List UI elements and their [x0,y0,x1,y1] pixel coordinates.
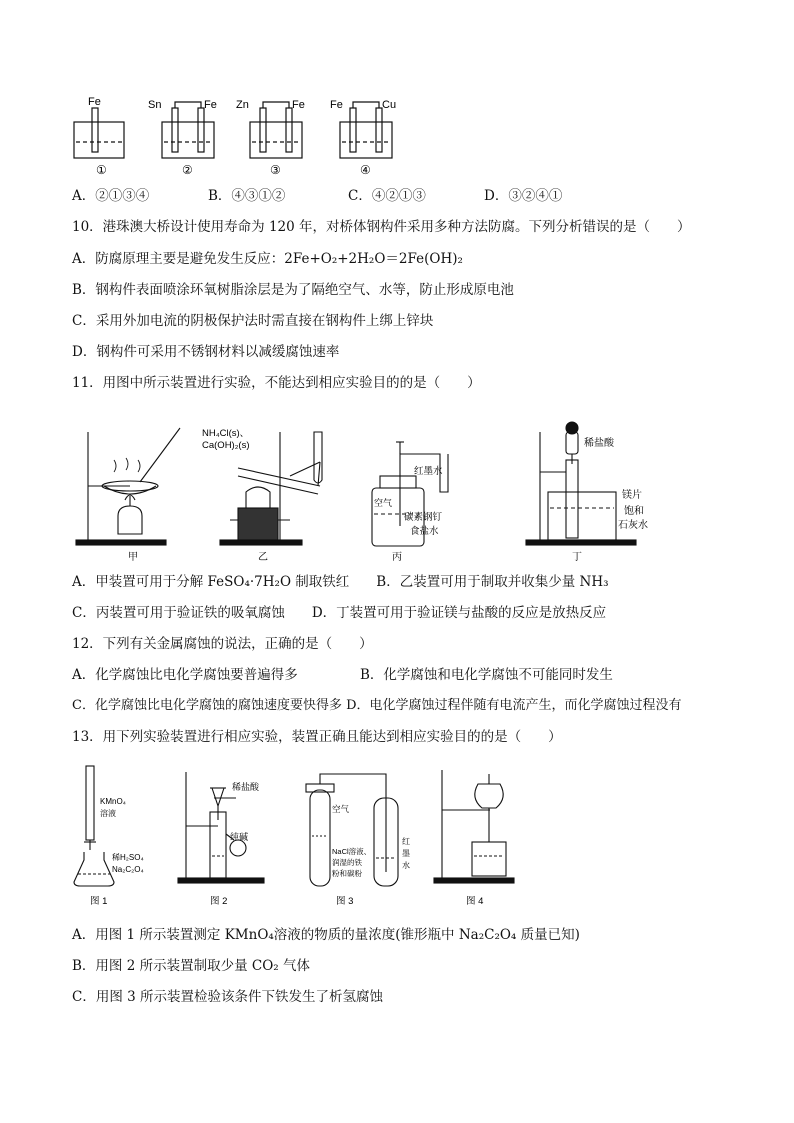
q11-fig-ding-label: 丁 [572,552,582,563]
q13-fig3-label: 图 3 [336,896,354,907]
q9-cell4-right: Cu [382,99,397,111]
q13-fig3-nacl2: 润湿的铁 [332,858,362,867]
q11-fig-bing-air: 空气 [374,498,393,508]
q13-fig3-nacl1: NaCl溶液、 [332,847,372,856]
q12-option-b[interactable]: B．化学腐蚀和电化学腐蚀不可能同时发生 [360,667,613,683]
q12-options-cd [72,697,682,715]
q11-fig-bing-label: 丙 [392,552,402,563]
q13-fig1-na2c2o4: Na₂C₂O₄ [112,865,144,874]
q10-option-a[interactable]: A．防腐原理主要是避免发生反应：2Fe+O₂+2H₂O＝2Fe(OH)₂ [72,251,463,267]
q12-stem: 12．下列有关金属腐蚀的说法，正确的是（ ） [72,636,373,652]
q12-option-c[interactable]: C．化学腐蚀比电化学腐蚀的腐蚀速度要快得多 [72,698,342,713]
q9-options [72,187,562,205]
q11-options-ab[interactable]: A．甲装置可用于分解 FeSO₄·7H₂O 制取铁红 B．乙装置可用于制取并收集少量 NH₃ [72,574,609,590]
q13-fig1-h2so4: 稀H₂SO₄ [112,853,144,862]
q13-option-c[interactable]: C．用图 3 所示装置检验该条件下铁发生了析氢腐蚀 [72,989,384,1005]
q9-cell2-left: Sn [148,99,162,111]
q9-option-a[interactable]: A．②①③④ [72,188,150,204]
q13-option-b[interactable]: B．用图 2 所示装置制取少量 CO₂ 气体 [72,958,310,974]
q13-fig3-red3: 水 [402,861,410,870]
q13-fig1-kmno4-1: KMnO₄ [100,797,126,806]
q11-fig-ding-acid: 稀盐酸 [584,438,614,449]
q13-fig2-hcl: 稀盐酸 [232,782,260,792]
q11-figure [70,402,650,564]
q13-fig2-soda: 纯碱 [230,832,249,842]
q9-option-b[interactable]: B．④③①② [208,188,286,204]
q13-fig3-red2: 墨 [402,849,410,858]
q10-stem: 10．港珠澳大桥设计使用寿命为 120 年，对桥体钢构件采用多种方法防腐。下列分析错误的是（ ） [72,219,691,235]
q11-options-cd[interactable]: C．丙装置可用于验证铁的吸氧腐蚀 D．丁装置可用于验证镁与盐酸的反应是放热反应 [72,605,607,621]
q11-fig-yi-label: 乙 [258,552,268,563]
q9-cell3-right: Fe [292,99,305,111]
q9-cell4-num: ④ [360,163,371,177]
q11-fig-yi-reagent1: NH₄Cl(s)、 [202,428,250,439]
q9-cell2-right: Fe [204,99,217,111]
q11-stem: 11．用图中所示装置进行实验，不能达到相应实验目的的是（ ） [72,375,481,391]
q13-stem: 13．用下列实验装置进行相应实验，装置正确且能达到相应实验目的的是（ ） [72,729,562,745]
q9-figure [64,94,444,180]
q13-fig1-label: 图 1 [90,896,108,907]
q13-fig2-label: 图 2 [210,896,228,907]
q9-cell2-num: ② [182,163,193,177]
q11-fig-jia-label: 甲 [128,552,138,563]
q13-fig3-air: 空气 [332,804,350,814]
q10-option-d[interactable]: D．钢构件可采用不锈钢材料以减缓腐蚀速率 [72,344,340,360]
q13-fig3-red1: 红 [402,837,410,846]
q11-fig-bing-steel: 碳素钢钉 [404,512,443,523]
q11-fig-yi-reagent2: Ca(OH)₂(s) [202,440,250,451]
q11-fig-bing-salt: 食盐水 [410,526,439,537]
q13-fig4-label: 图 4 [466,896,484,907]
q12-option-a[interactable]: A．化学腐蚀比电化学腐蚀要普遍得多 [72,667,298,683]
q9-option-c[interactable]: C．④②①③ [348,188,426,204]
q10-option-b[interactable]: B．钢构件表面喷涂环氧树脂涂层是为了隔绝空气、水等，防止形成原电池 [72,282,514,298]
q9-cell4-left: Fe [330,99,343,111]
q9-cell3-num: ③ [270,163,281,177]
q11-fig-ding-lime1: 饱和 [624,506,644,517]
q13-fig1-kmno4-2: 溶液 [100,809,116,818]
q11-fig-ding-mg: 镁片 [622,490,642,501]
q13-figure [70,764,520,912]
q13-option-a[interactable]: A．用图 1 所示装置测定 KMnO₄溶液的物质的量浓度(锥形瓶中 Na₂C₂O₄ 质量已知) [72,927,580,943]
q11-fig-ding-lime2: 石灰水 [618,520,648,531]
q10-option-c[interactable]: C．采用外加电流的阴极保护法时需直接在钢构件上绑上锌块 [72,313,434,329]
q12-option-d[interactable]: D．电化学腐蚀过程伴随有电流产生，而化学腐蚀过程没有 [346,698,682,713]
q9-cell1-num: ① [96,163,107,177]
q13-fig3-nacl3: 粉和碳粉 [332,869,362,878]
q11-fig-bing-red-ink: 红墨水 [414,466,443,477]
q9-option-d[interactable]: D．③②④① [484,188,563,204]
q9-cell3-left: Zn [236,99,249,111]
q12-options-ab [72,666,613,684]
q9-cell1-left: Fe [88,96,101,108]
